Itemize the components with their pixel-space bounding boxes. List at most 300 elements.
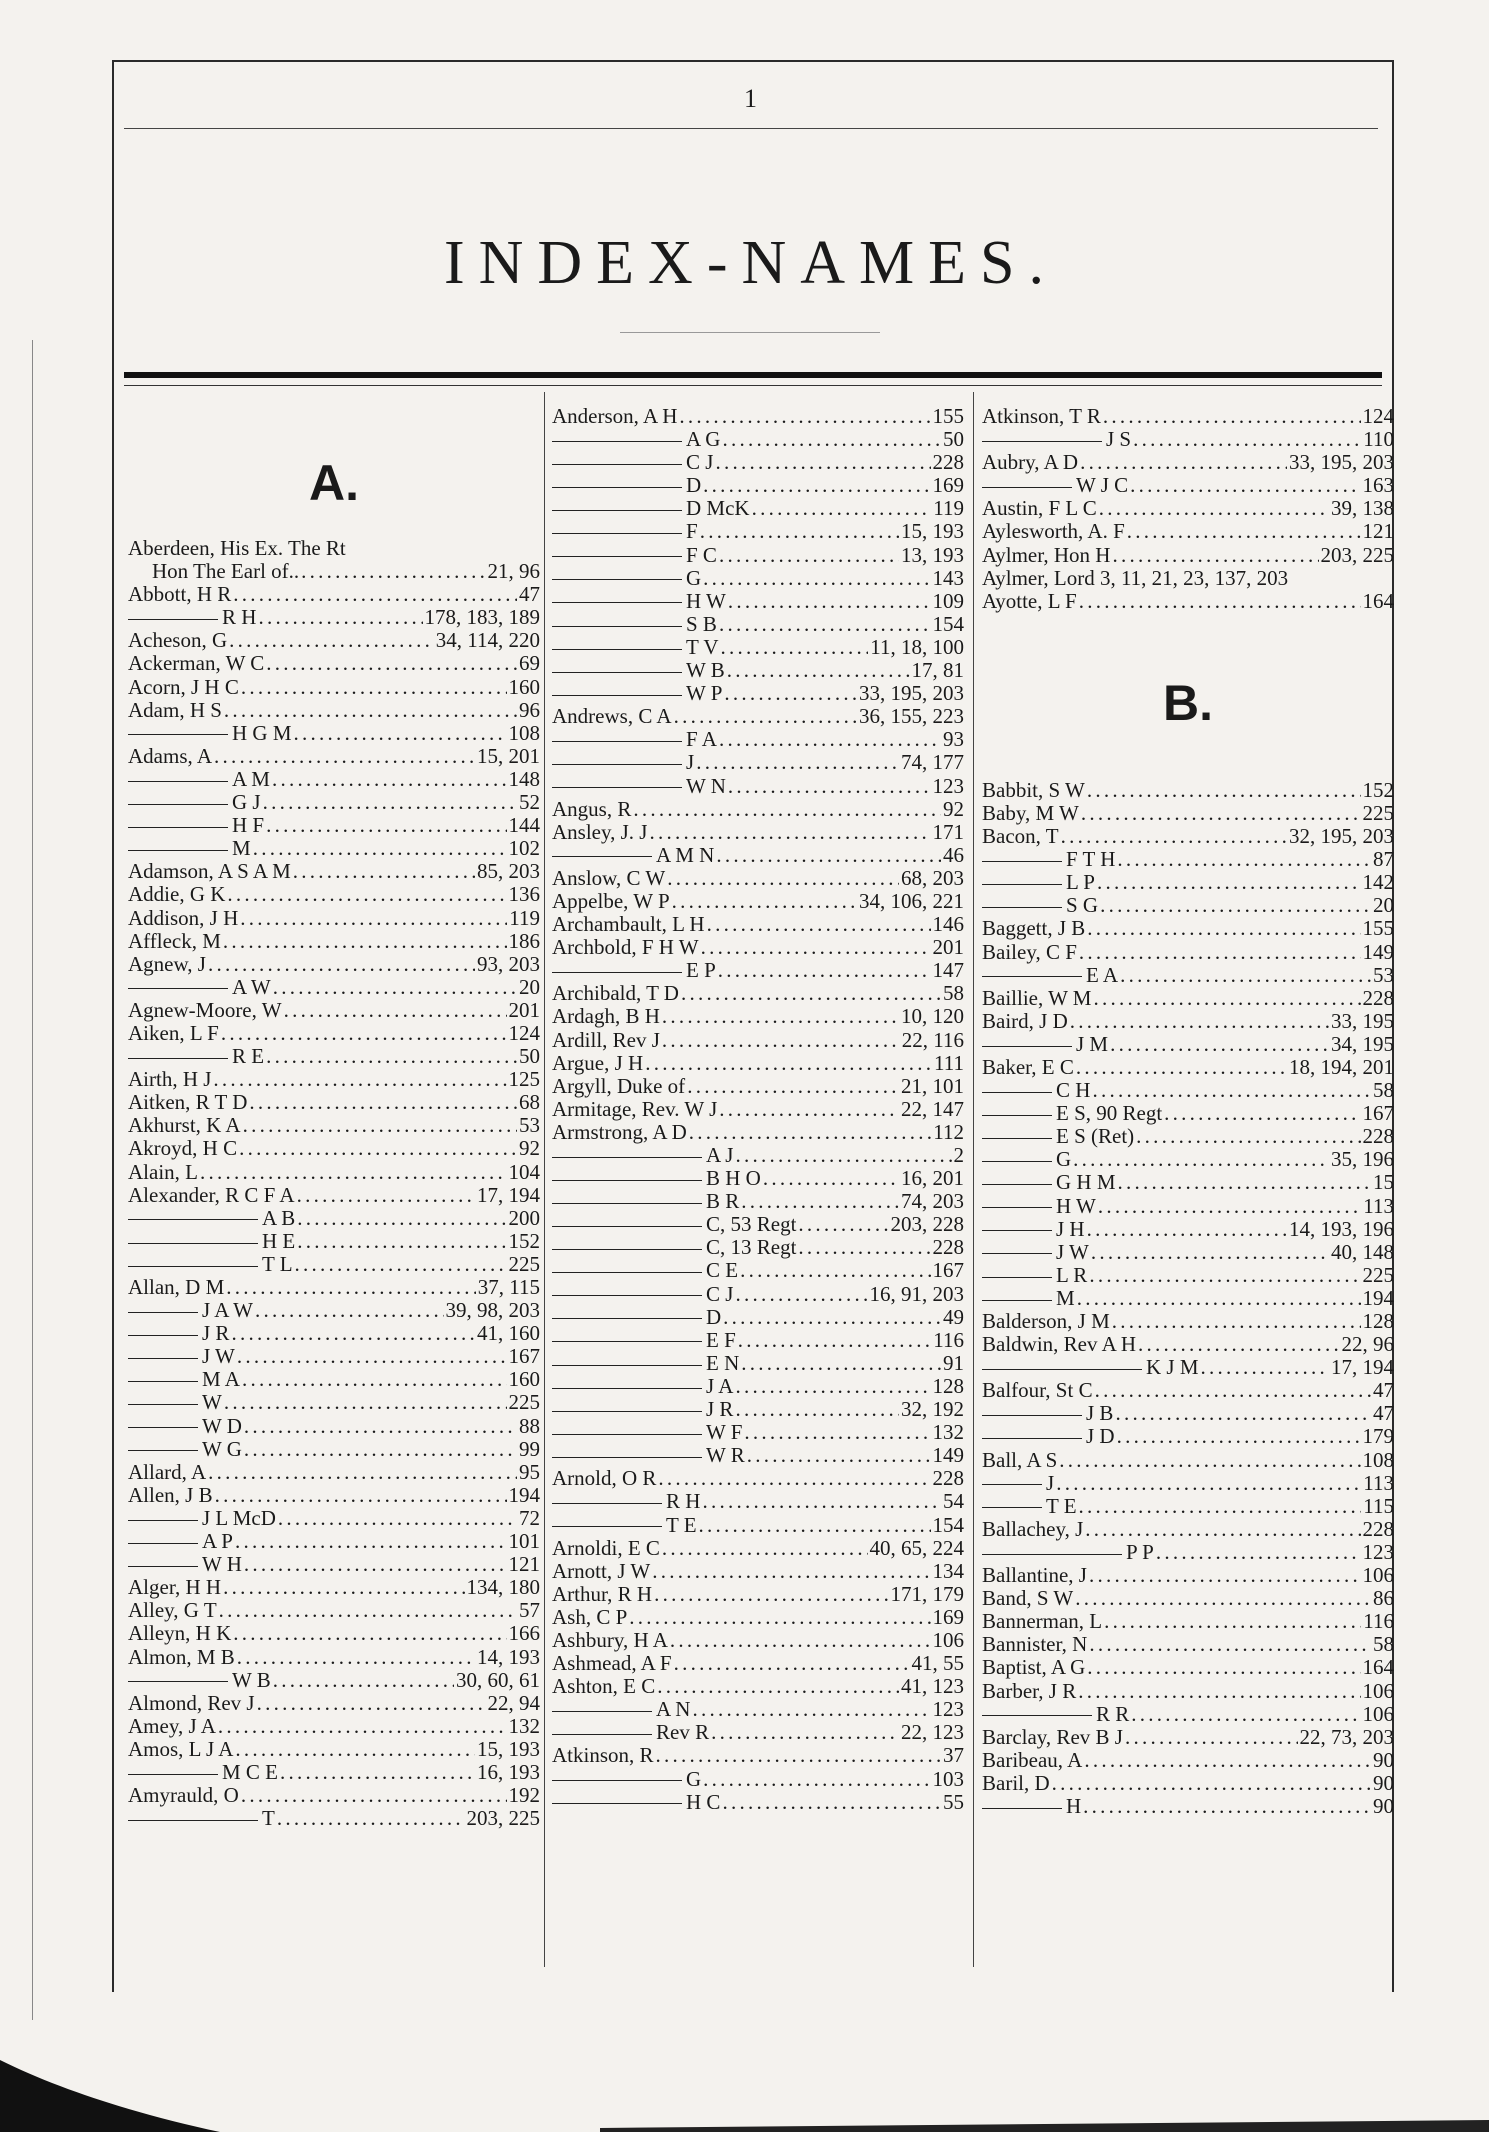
entry-pages: 87 xyxy=(1373,848,1394,872)
entry-name-text: R H xyxy=(666,1490,701,1514)
leader-dots xyxy=(1083,1795,1371,1818)
entry-name-text: W D xyxy=(202,1414,242,1438)
entry-name xyxy=(128,1276,224,1299)
index-entry xyxy=(128,814,540,837)
leader-dots xyxy=(294,722,507,745)
leader-dots xyxy=(223,1576,464,1599)
index-entry xyxy=(128,1646,540,1669)
index-entry xyxy=(982,1633,1394,1656)
entry-pages: 22, 147 xyxy=(901,1097,964,1121)
leader-dots xyxy=(273,1669,454,1692)
entry-name-text: Rev R xyxy=(656,1721,710,1745)
leader-dots xyxy=(231,1322,475,1345)
leader-dots xyxy=(1052,1772,1371,1795)
entry-pages: 30, 60, 61 xyxy=(456,1668,540,1692)
index-entry xyxy=(552,1744,964,1767)
entry-pages: 90 xyxy=(1373,1748,1394,1772)
index-entry xyxy=(552,913,964,936)
ditto-dash xyxy=(128,988,228,989)
entry-name-text: A N xyxy=(656,1698,691,1722)
ditto-dash xyxy=(982,441,1102,442)
entry-name xyxy=(552,1306,721,1329)
entry-pages: 178, 183, 189 xyxy=(424,606,540,630)
index-entry xyxy=(128,560,540,583)
leader-dots xyxy=(242,1368,507,1391)
entry-name xyxy=(552,1005,660,1028)
index-entry xyxy=(982,1287,1394,1310)
index-entry xyxy=(128,1322,540,1345)
entry-pages: 125 xyxy=(508,1068,540,1092)
leader-dots xyxy=(1079,1495,1362,1518)
entry-name-text: Baribeau, A xyxy=(982,1748,1083,1772)
ditto-dash xyxy=(128,1358,198,1359)
index-entry xyxy=(128,1114,540,1137)
index-entry xyxy=(982,1264,1394,1287)
entry-pages: 14, 193 xyxy=(477,1645,540,1669)
index-entry xyxy=(128,745,540,768)
entry-name xyxy=(552,1768,701,1791)
entry-name xyxy=(128,814,264,837)
entry-pages: 134 xyxy=(932,1559,964,1583)
leader-dots xyxy=(1080,451,1287,474)
leader-dots xyxy=(244,1438,517,1461)
index-entry xyxy=(552,1259,964,1282)
leader-dots xyxy=(720,636,868,659)
entry-pages: 18, 194, 201 xyxy=(1289,1055,1394,1079)
index-entry xyxy=(128,1391,540,1414)
entry-pages: 169 xyxy=(932,474,964,498)
leader-dots xyxy=(702,1490,941,1513)
entry-pages: 37 xyxy=(943,1744,964,1768)
entry-pages: 154 xyxy=(932,1513,964,1537)
entry-name xyxy=(128,1253,293,1276)
entry-name-text: F C xyxy=(686,543,717,567)
entry-name-text: Andrews, C A xyxy=(552,705,672,729)
leader-dots xyxy=(1087,917,1360,940)
index-entry xyxy=(982,1356,1394,1379)
leader-dots xyxy=(273,976,517,999)
scan-edge-line xyxy=(32,340,33,2020)
index-entry xyxy=(982,1587,1394,1610)
index-entry xyxy=(552,890,964,913)
entry-pages: 228 xyxy=(932,1236,964,1260)
entry-name xyxy=(128,953,206,976)
leader-dots xyxy=(227,883,506,906)
leader-dots xyxy=(253,837,507,860)
entry-name-text: C, 13 Regt xyxy=(706,1236,797,1260)
ditto-dash xyxy=(552,487,682,488)
entry-name-text: Akroyd, H C xyxy=(128,1137,238,1161)
entry-name-text: Arnold, O R xyxy=(552,1467,657,1491)
leader-dots xyxy=(1089,1633,1371,1656)
index-entry xyxy=(128,1576,540,1599)
leader-dots xyxy=(718,959,931,982)
ditto-dash xyxy=(982,1715,1092,1716)
entry-pages: 102 xyxy=(508,837,540,861)
leader-dots xyxy=(1131,1703,1360,1726)
ditto-dash xyxy=(552,972,682,973)
index-entry xyxy=(552,1098,964,1121)
entry-name xyxy=(982,987,1091,1010)
leader-dots xyxy=(735,1375,930,1398)
entry-name-text: Bacon, T xyxy=(982,825,1059,849)
entry-name xyxy=(552,1075,685,1098)
index-entry xyxy=(552,1791,964,1814)
entry-name-text: A G xyxy=(686,428,721,452)
leader-dots xyxy=(633,798,941,821)
ditto-dash xyxy=(552,1180,702,1181)
entry-pages: 152 xyxy=(1362,778,1394,802)
entry-pages: 58 xyxy=(1373,1633,1394,1657)
entry-name-text: Baillie, W M xyxy=(982,986,1092,1010)
entry-name xyxy=(552,1698,690,1721)
entry-pages: 15 xyxy=(1373,1171,1394,1195)
leader-dots xyxy=(1133,428,1361,451)
leader-dots xyxy=(728,775,931,798)
ditto-dash xyxy=(552,602,682,603)
entry-pages: 167 xyxy=(508,1345,540,1369)
entry-pages: 20 xyxy=(1373,894,1394,918)
index-entry xyxy=(552,451,964,474)
entry-name-text: Ashmead, A F xyxy=(552,1652,672,1676)
entry-name-text: Adam, H S xyxy=(128,698,222,722)
entry-pages: 41, 123 xyxy=(901,1675,964,1699)
entry-name-text: Anderson, A H xyxy=(552,405,678,428)
leader-dots xyxy=(1201,1356,1329,1379)
entry-pages: 201 xyxy=(508,998,540,1022)
index-entry xyxy=(128,1692,540,1715)
ditto-dash xyxy=(552,441,682,442)
entry-pages: 68, 203 xyxy=(901,866,964,890)
index-entry xyxy=(982,1656,1394,1679)
entry-name xyxy=(128,583,231,606)
entry-name-text: Amos, L J A xyxy=(128,1737,234,1761)
ditto-dash xyxy=(128,1312,198,1313)
entry-name-text: Aylesworth, A. F xyxy=(982,520,1125,544)
index-entry xyxy=(552,1306,964,1329)
ditto-dash xyxy=(552,1341,702,1342)
entry-name-text: Allan, D M xyxy=(128,1276,225,1299)
ditto-dash xyxy=(982,1138,1052,1139)
index-entry xyxy=(982,1333,1394,1356)
entry-name xyxy=(552,1375,733,1398)
entry-name-text: Armitage, Rev. W J xyxy=(552,1097,718,1121)
ditto-dash xyxy=(552,1226,702,1227)
ditto-dash xyxy=(552,556,682,557)
ditto-dash xyxy=(128,1427,198,1428)
entry-pages: 194 xyxy=(1362,1286,1394,1310)
entry-name-text: C, 53 Regt xyxy=(706,1213,797,1237)
entry-name-text: T L xyxy=(262,1252,293,1276)
index-entry xyxy=(982,894,1394,917)
ditto-dash xyxy=(552,1365,702,1366)
entry-pages: 143 xyxy=(932,566,964,590)
entry-name-text: J S xyxy=(1106,428,1132,452)
entry-name-text: Hon The Earl of.. xyxy=(152,560,300,584)
entry-name-text: Aiken, L F xyxy=(128,1021,219,1045)
entry-pages: 128 xyxy=(1362,1310,1394,1333)
entry-pages: 69 xyxy=(519,652,540,676)
leader-dots xyxy=(735,1283,867,1306)
entry-name xyxy=(982,1218,1085,1241)
leader-dots xyxy=(1093,987,1360,1010)
entry-name-text: Atkinson, R xyxy=(552,1744,654,1768)
entry-name-text: Austin, F L C xyxy=(982,497,1097,521)
index-entry xyxy=(982,1056,1394,1079)
leader-dots xyxy=(715,451,930,474)
entry-name-text: Alleyn, H K xyxy=(128,1622,232,1646)
entry-name-text: Baril, D xyxy=(982,1771,1050,1795)
entry-name xyxy=(552,1537,660,1560)
entry-name xyxy=(982,1125,1134,1148)
entry-name-text: E A xyxy=(1086,963,1119,987)
entry-name-text: Baggett, J B xyxy=(982,917,1086,941)
entry-name xyxy=(128,1230,295,1253)
entry-name xyxy=(552,936,699,959)
entry-pages: 123 xyxy=(932,1698,964,1722)
entry-pages: 106 xyxy=(1362,1679,1394,1703)
entry-name xyxy=(128,1207,295,1230)
entry-name-text: S B xyxy=(686,612,717,636)
entry-name-text: E N xyxy=(706,1351,740,1375)
entry-name-text: Ballantine, J xyxy=(982,1564,1087,1588)
entry-name xyxy=(552,728,717,751)
entry-name-text: Barclay, Rev B J xyxy=(982,1725,1123,1749)
entry-name xyxy=(552,520,698,543)
leader-dots xyxy=(1115,1402,1371,1425)
ditto-dash xyxy=(552,1457,702,1458)
leader-dots xyxy=(703,1768,930,1791)
entry-name xyxy=(552,775,726,798)
entry-name xyxy=(128,676,239,699)
entry-name-text: J A xyxy=(706,1374,734,1398)
ditto-dash xyxy=(128,1381,198,1382)
entry-name-text: G xyxy=(1056,1148,1072,1172)
entry-pages: 21, 101 xyxy=(901,1074,964,1098)
ditto-dash xyxy=(128,827,228,828)
entry-pages: 33, 195 xyxy=(1331,1009,1394,1033)
ditto-dash xyxy=(128,1681,228,1682)
leader-dots xyxy=(1099,497,1329,520)
entry-pages: 228 xyxy=(1362,1517,1394,1541)
entry-pages: 2 xyxy=(953,1144,964,1167)
entry-name xyxy=(982,1564,1087,1587)
index-entry xyxy=(552,1629,964,1652)
entry-pages: 34, 114, 220 xyxy=(435,629,540,653)
entry-name xyxy=(128,1022,219,1045)
ditto-dash xyxy=(982,1554,1122,1555)
leader-dots xyxy=(1127,520,1361,543)
leader-dots xyxy=(657,1675,899,1698)
leader-dots xyxy=(229,629,434,652)
ditto-dash xyxy=(128,734,228,735)
leader-dots xyxy=(703,567,930,590)
entry-pages: 109 xyxy=(932,589,964,613)
leader-dots xyxy=(681,982,941,1005)
entry-name xyxy=(128,930,221,953)
ditto-dash xyxy=(552,1295,702,1296)
leader-dots xyxy=(297,1230,506,1253)
entry-name xyxy=(552,613,717,636)
entry-pages: 113 xyxy=(1363,1471,1394,1495)
ditto-dash xyxy=(982,1507,1042,1508)
entry-name xyxy=(552,428,720,451)
section-letter-b: B. xyxy=(1163,674,1213,731)
leader-dots xyxy=(1095,1379,1371,1402)
index-entry xyxy=(128,791,540,814)
entry-pages: 46 xyxy=(943,843,964,867)
ditto-dash xyxy=(552,464,682,465)
entry-pages: 17, 194 xyxy=(477,1183,540,1207)
entry-pages: 41, 55 xyxy=(911,1652,964,1676)
leader-dots xyxy=(240,907,507,930)
entry-pages: 201 xyxy=(932,936,964,960)
index-entry xyxy=(982,1449,1394,1472)
index-entry xyxy=(128,1669,540,1692)
entry-name-text: C H xyxy=(1056,1079,1091,1103)
index-entry xyxy=(982,497,1394,520)
entry-pages: 15, 193 xyxy=(477,1737,540,1761)
entry-name xyxy=(128,1576,221,1599)
entry-name xyxy=(982,520,1125,543)
entry-name-text: F xyxy=(686,520,698,544)
entry-name-text: J R xyxy=(202,1322,230,1346)
entry-pages: 115 xyxy=(1363,1494,1394,1518)
index-entry xyxy=(128,1368,540,1391)
entry-name-text: Band, S W xyxy=(982,1587,1074,1611)
entry-name-text: Aitken, R T D xyxy=(128,1091,248,1115)
leader-dots xyxy=(752,497,932,520)
leader-dots xyxy=(741,1190,899,1213)
entry-name-text: D xyxy=(686,474,702,498)
entry-name xyxy=(128,1368,240,1391)
index-entry xyxy=(982,1148,1394,1171)
leader-dots xyxy=(1091,1241,1329,1264)
leader-dots xyxy=(272,768,507,791)
entry-pages: 40, 65, 224 xyxy=(869,1536,964,1560)
entry-name-text: Aberdeen, His Ex. The Rt xyxy=(128,537,346,560)
entry-name xyxy=(982,1495,1077,1518)
leader-dots xyxy=(1136,1125,1360,1148)
entry-name xyxy=(982,1749,1082,1772)
leader-dots xyxy=(258,606,422,629)
entry-name xyxy=(128,1715,216,1738)
index-entry xyxy=(982,1726,1394,1749)
leader-dots xyxy=(266,652,517,675)
entry-pages: 113 xyxy=(1363,1194,1394,1218)
leader-dots xyxy=(711,1721,899,1744)
index-entry xyxy=(128,1738,540,1761)
leader-dots xyxy=(716,844,941,867)
index-entry xyxy=(128,606,540,629)
entry-name-text: H xyxy=(1066,1794,1082,1818)
page-title: INDEX-NAMES. xyxy=(443,229,1059,297)
entry-name-text: J xyxy=(1046,1471,1055,1495)
entry-pages: 225 xyxy=(1362,1263,1394,1287)
entry-name-text: A B xyxy=(262,1206,296,1230)
entry-name xyxy=(982,1264,1087,1287)
entry-name-text: E S (Ret) xyxy=(1056,1125,1135,1149)
ditto-dash xyxy=(552,1157,702,1158)
index-entry xyxy=(552,659,964,682)
index-entry xyxy=(128,1161,540,1184)
leader-dots xyxy=(223,930,507,953)
entry-pages: 166 xyxy=(508,1622,540,1646)
entry-pages: 21, 96 xyxy=(487,560,540,584)
entry-pages: 35, 196 xyxy=(1331,1148,1394,1172)
entry-name xyxy=(982,1310,1110,1333)
leader-dots xyxy=(1070,1010,1329,1033)
entry-pages: 93, 203 xyxy=(477,952,540,976)
entry-pages: 16, 201 xyxy=(901,1167,964,1191)
entry-name-text: J H xyxy=(1056,1217,1085,1241)
entry-name-text: Akhurst, K A xyxy=(128,1114,241,1138)
entry-name xyxy=(552,1583,652,1606)
entry-name-text: Alain, L xyxy=(128,1160,198,1184)
entry-name xyxy=(128,1137,237,1160)
leader-dots xyxy=(735,1398,899,1421)
entry-name xyxy=(128,1114,241,1137)
entry-name xyxy=(982,941,1077,964)
entry-name-text: Archbold, F H W xyxy=(552,936,699,960)
ditto-dash xyxy=(982,1253,1052,1254)
entry-name xyxy=(982,1402,1113,1425)
entry-name-text: Angus, R xyxy=(552,797,632,821)
index-entry xyxy=(982,1379,1394,1402)
index-entry xyxy=(982,1472,1394,1495)
ditto-dash xyxy=(982,1369,1142,1370)
leader-dots xyxy=(1059,1449,1360,1472)
entry-name xyxy=(982,1379,1093,1402)
index-entry xyxy=(982,567,1394,590)
entry-name xyxy=(982,1010,1068,1033)
ditto-dash xyxy=(552,1503,662,1504)
index-entry xyxy=(128,1438,540,1461)
entry-pages: 136 xyxy=(508,883,540,907)
leader-dots xyxy=(687,1075,899,1098)
leader-dots xyxy=(645,1052,932,1075)
entry-name-text: Argue, J H xyxy=(552,1051,644,1075)
entry-name xyxy=(982,451,1078,474)
entry-pages: 99 xyxy=(519,1437,540,1461)
entry-name xyxy=(982,779,1085,802)
leader-dots xyxy=(1084,1749,1371,1772)
entry-name xyxy=(128,1507,276,1530)
entry-pages: 225 xyxy=(508,1252,540,1276)
entry-pages: 92 xyxy=(943,797,964,821)
entry-pages: 17, 81 xyxy=(911,659,964,683)
entry-name xyxy=(982,1610,1102,1633)
entry-name xyxy=(552,867,665,890)
index-entry xyxy=(982,1795,1394,1818)
index-entry xyxy=(128,583,540,606)
index-entry xyxy=(128,722,540,745)
entry-name xyxy=(128,768,270,791)
leader-dots xyxy=(237,1345,507,1368)
ditto-dash xyxy=(128,1774,218,1775)
entry-pages: 228 xyxy=(1362,1125,1394,1149)
index-entry xyxy=(982,1310,1394,1333)
entry-name-text: Adams, A xyxy=(128,744,212,768)
index-entry xyxy=(982,1241,1394,1264)
leader-dots xyxy=(719,544,899,567)
entry-pages: 112 xyxy=(933,1120,964,1144)
entry-name-text: F T H xyxy=(1066,848,1116,872)
entry-pages: 203, 225 xyxy=(1320,543,1394,567)
index-entry xyxy=(128,837,540,860)
ditto-dash xyxy=(128,804,228,805)
index-entry xyxy=(552,636,964,659)
